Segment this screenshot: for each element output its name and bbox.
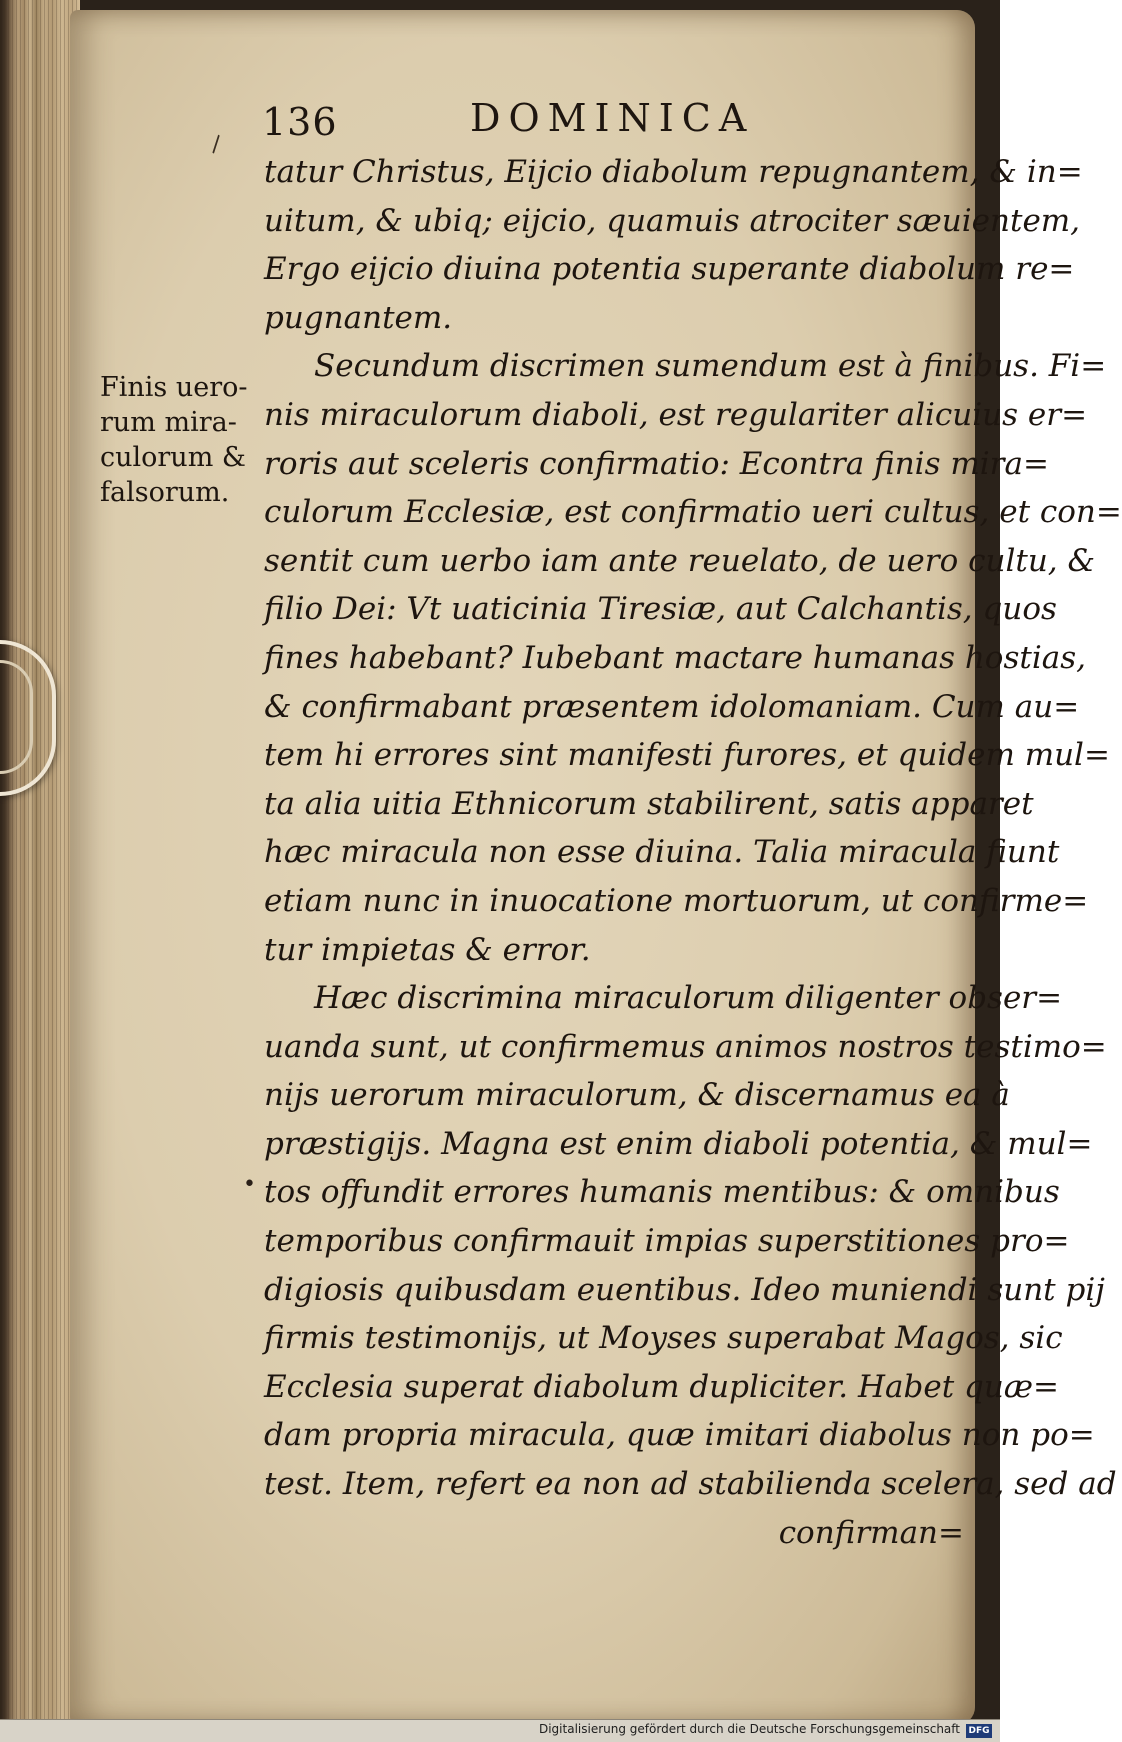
text-line: nis miraculorum diaboli, est regulariter alicuius er= bbox=[264, 396, 1088, 433]
marginal-note-line: culorum & bbox=[100, 442, 246, 473]
text-line: præstigijs. Magna est enim diaboli potentia, & mul= bbox=[264, 1125, 1093, 1162]
text-line: & confirmabant præsentem idolomaniam. Cum au= bbox=[264, 688, 1080, 725]
footer-bar bbox=[0, 1719, 1000, 1742]
text-line: tos offundit errores humanis mentibus: & omnibus bbox=[264, 1174, 1060, 1211]
text-line: etiam nunc in inuocatione mortuorum, ut confirme= bbox=[264, 882, 1089, 919]
marginal-note-line: rum mira- bbox=[100, 407, 237, 438]
text-line: culorum Ecclesiæ, est confirmatio ueri cultus, et con= bbox=[264, 494, 1122, 531]
text-line: tatur Christus, Eijcio diabolum repugnantem, & in= bbox=[264, 154, 1083, 190]
text-line: filio Dei: Vt uaticinia Tiresiæ, aut Calchantis, quos bbox=[264, 591, 1057, 628]
text-line: roris aut sceleris confirmatio: Econtra finis mira= bbox=[264, 445, 1049, 482]
funding-credit: Digitalisierung gefördert durch die Deutsche Forschungsgemeinschaft bbox=[538, 1722, 960, 1736]
text-line: pugnantem. bbox=[264, 299, 453, 336]
marginal-note bbox=[100, 370, 270, 510]
paragraph-start-line: Secundum discrimen sumendum est à finibus. Fi= bbox=[314, 348, 1107, 385]
text-line: test. Item, refert ea non ad stabilienda scelera, sed ad bbox=[264, 1466, 1117, 1503]
text-line: fines habebant? Iubebant mactare humanas hostias, bbox=[264, 639, 1086, 676]
text-line: uitum, & ubiq; eijcio, quamuis atrociter sæuientem, bbox=[264, 202, 1081, 239]
page-clip-inner-icon bbox=[0, 660, 33, 774]
running-title: DOMINICA bbox=[470, 96, 755, 140]
catchword-line: confirman= bbox=[778, 1514, 964, 1551]
text-line: nijs uerorum miraculorum, & discernamus ea à bbox=[264, 1077, 1010, 1114]
text-line: uanda sunt, ut confirmemus animos nostros testimo= bbox=[264, 1028, 1107, 1065]
paragraph-start-line: Hæc discrimina miraculorum diligenter obser= bbox=[314, 980, 1063, 1017]
page-number: 136 bbox=[262, 100, 338, 144]
marginal-bullet-mark: • bbox=[243, 1172, 256, 1197]
marginal-note-line: Finis uero- bbox=[100, 372, 248, 403]
text-line: firmis testimonijs, ut Moyses superabat Magos, sic bbox=[264, 1320, 1063, 1357]
body-text bbox=[264, 148, 1122, 1557]
text-line: tem hi errores sint manifesti furores, et quidem mul= bbox=[264, 737, 1110, 774]
text-line: sentit cum uerbo iam ante reuelato, de uero cultu, & bbox=[264, 542, 1096, 579]
dfg-logo-icon: DFG bbox=[966, 1724, 992, 1738]
text-line: dam propria miracula, quæ imitari diabolus non po= bbox=[264, 1417, 1095, 1454]
marginal-note-line: falsorum. bbox=[100, 477, 230, 508]
text-line: ta alia uitia Ethnicorum stabilirent, satis apparet bbox=[264, 785, 1034, 822]
text-line: tur impietas & error. bbox=[264, 931, 591, 968]
text-line: hæc miracula non esse diuina. Talia miracula fiunt bbox=[264, 834, 1060, 871]
text-line: Ergo eijcio diuina potentia superante diabolum re= bbox=[264, 251, 1075, 288]
text-line: digiosis quibusdam euentibus. Ideo muniendi sunt pij bbox=[264, 1271, 1105, 1308]
text-line: temporibus confirmauit impias superstitiones pro= bbox=[264, 1223, 1070, 1260]
text-line: Ecclesia superat diabolum dupliciter. Habet quæ= bbox=[264, 1368, 1059, 1405]
book-page-edges bbox=[0, 0, 80, 1741]
running-head-mark: \ bbox=[205, 132, 226, 157]
